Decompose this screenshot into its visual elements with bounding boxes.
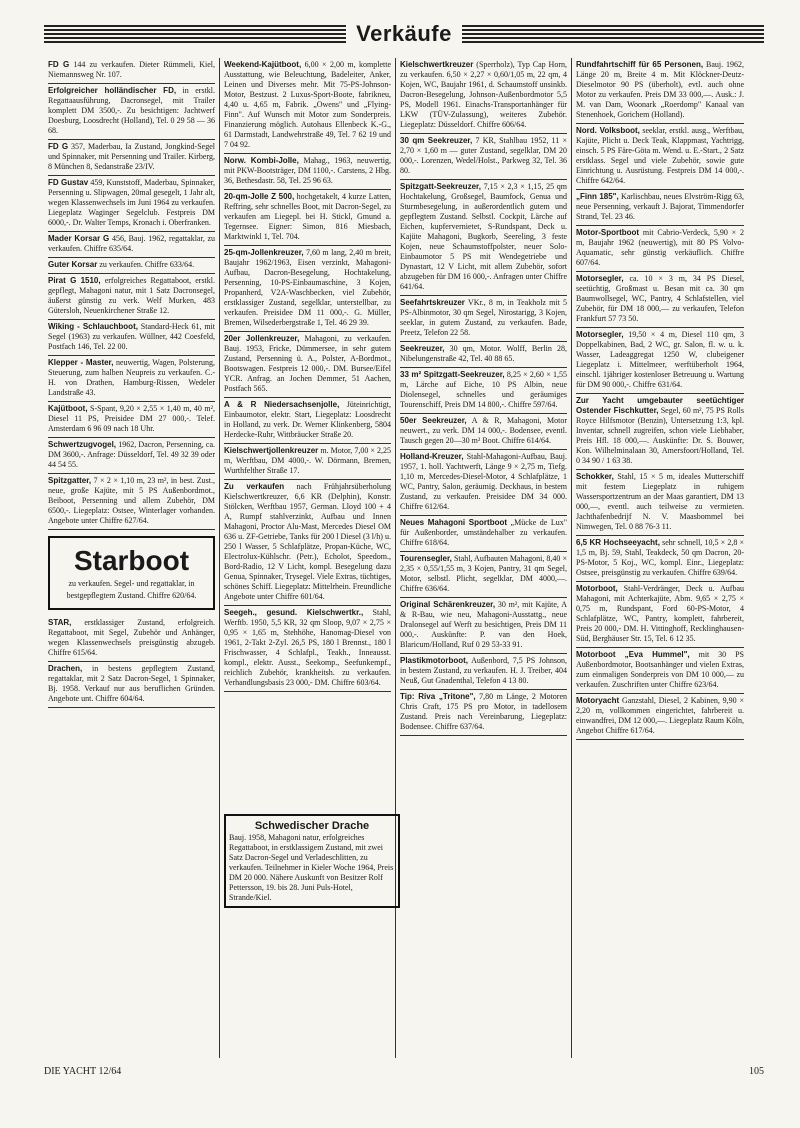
ad-body: sehr schnell, 10,5 × 2,8 × 1,5 m, Bj. 59, Stahl, Teakdeck, 50 qm Dacron, 20-PS-Motor, 5 Koj., WC, kompl. Einr., Liegeplatz: Ostsee, preisgünstig zu verkaufen. Chiffre 639/64. [576,538,745,577]
classified-ad [48,258,215,274]
classified-ad [224,606,391,692]
magazine-issue: DIE YACHT 12/64 [44,1066,122,1077]
ad-headline: Zu verkaufen [224,482,285,491]
ad-headline: „Finn 185", [576,192,619,201]
ad-headline: Guter Korsar [48,260,98,269]
boxed-ad-title: Schwedischer Drache [254,820,370,832]
classified-ad [576,394,744,470]
boxed-ad-heading: Starboot [73,545,190,576]
ad-body: Karlischbau, neues Elvström-Rigg 63, neue Persenning, verkauft J. Bajorat, Timmendorfer Strand, Tel. 23 46. [576,192,745,221]
ad-headline: Schwertzugvogel, [48,440,117,449]
column-3 [396,58,572,1058]
classified-ad [224,190,391,246]
ad-headline: Schokker, [576,472,614,481]
ad-headline: Zur Yacht umgebauter seetüchtiger Ostender Fischkutter, [576,396,744,415]
classified-ad [576,470,744,536]
ad-body: 7,60 m lang, 2,40 m breit, Baujahr 1962/1963, Eisen verzinkt, Mahagoni-Aufbau, Dacron-Besegelung, Hochtakelung, Persenning, 10-PS-Einbaumaschine, 3 Kojen, Propanherd, V2A-Waschbecken, viel Zubehör, erstklassiger Zustand, segelklar, unterstellbar, zu verkaufen. Preisidee DM 11 000,-. G. Müller, Bremen, Wilsederbergstraße 1, Tel. 46 29 39. [224,248,391,327]
classified-ad [400,654,567,690]
ad-headline: Seegeh., gesund. Kielschwertkr., [224,608,364,617]
classified-ad [48,320,215,356]
ad-headline: Holland-Kreuzer, [400,452,464,461]
ad-headline: 25-qm-Jollenkreuzer, [224,248,304,257]
classified-ad [48,438,215,474]
ad-headline: Norw. Kombi-Jolle, [224,156,299,165]
classified-ad [576,648,744,694]
ad-headline: 20-qm-Jolle Z 500, [224,192,295,201]
classified-ad [576,58,744,124]
classified-ad [400,58,567,134]
boxed-ad-text: Bauj. 1958, Mahagoni natur, erfolgreiches Regattaboot, in erstklassigem Zustand, mit zwei Satz Dacron-Segel und Verladeschlitten, zu verkaufen. Teilnehmer in Kieler Woche 1964, Preis DM 20 000. Nähere Auskunft von Besitzer Rolf Pettersson, 19. bis 28. Juni Puls-Hotel, Strande/Kiel. [229,833,394,902]
classified-ad [400,296,567,342]
ad-body: Stahl, Aufbauten Mahagoni, 8,40 × 2,35 × 0,55/1,55 m, 3 Kojen, Pantry, 31 qm Segel, Motor, selbstl. Plicht, segelklar, DM 4000,—. Chiffre 636/64. [400,554,568,593]
ad-headline: 20er Jollenkreuzer, [224,334,300,343]
classified-ad [400,552,567,598]
ad-body: m. Motor, 7,00 × 2,25 m, Werftbau, DM 4000,-. W. Dörmann, Bremen, Wurthfelther Straße 17. [224,446,391,475]
ad-headline: Motorboot „Eva Hummel", [576,650,690,659]
ad-body: VKr., 8 m, in Teakholz mit 5 PS-Albinmotor, 30 qm Segel, Nirostarigg, 3 Kojen, seeklar, in gutem Zustand, zu verkaufen. Bade, Preetz, Telefon 22 58. [400,298,568,337]
ad-body: Jüteinrichtigt, Einbaumotor, elektr. Start, Liegeplatz: Loosdrecht in Holland, zu verk. Dr. Werner Klinkenberg, 5804 Herdecke-Ruhr, Wittbräucker Straße 20. [224,400,391,439]
classified-ad [48,232,215,258]
ad-headline: Motoryacht [576,696,620,705]
classified-ad [576,536,744,582]
header-rule-right [462,25,764,43]
ad-body: Stahl, Werftb. 1950, 5,5 KR, 32 qm Sloop, 9,07 × 2,75 × 0,95 × 1,65 m, Stehhöhe, Hanomag-Diesel von 1961, 2-Takt 2-Zyl. 26,5 PS, 180 l Brennst., 180 l Frischwasser, 4 Schlafpl., Teakh., Inneausst. kompl., elektr. Ausst., Seekomp., Seefunkempf., reichlich Zubehör, krankheitsh. zu verkaufen. Verhandlungsbasis 23 000,- DM. Chiffre 603/64. [224,608,391,687]
classified-ad [224,332,391,398]
column-1 [44,58,220,1058]
page-footer [44,1066,764,1082]
section-header [44,18,764,50]
ad-body: 19,50 × 4 m, Diesel 110 qm, 3 Doppelkabinen, Bad, 2 WC, gr. Salon, fl. w. u. k. Wasser, Ladeaggregat 1250 W, clubeigener Liegeplatz i. Mittelmeer, werftüberholt 1964, einschl. 1jähriger kostenloser Betreuung u. Wartung für DM 90 000,-. Chiffre 631/64. [576,330,744,389]
ad-body: „Mücke de Lux" für Außenborder, umständehalber zu verkaufen. Chiffre 618/64. [400,518,568,547]
boxed-ad [48,536,215,610]
ad-headline: Klepper - Master, [48,358,114,367]
classified-ad [48,402,215,438]
ad-body: Stahl-Mahagoni-Aufbau, Bauj. 1957, 1. holl. Yachtwerft, Länge 9 × 2,75 m, Tiefg. 1,10 m, Mercedes-Diesel-Motor, 4 Schlafplätze, 1 WC, Pantry, Salon, geräumig. Deckhaus, in bestem Zustand, zu verkaufen. Preisidee DM 34 000. Chiffre 612/64. [400,452,568,511]
ad-headline: Wiking - Schlauchboot, [48,322,138,331]
ad-body: seeklar, erstkl. ausg., Werftbau, Kajüte, Plicht u. Deck Teak, Klappmast, Yachtrigg, einsch. 5 PS Färe-Göta m. Wend. u. E.-Start., 2 Satz erstklass. Segel und viele Zubehör, sowie gute Einrichtung u. Ausrüstung. Festpreis DM 14 000,-. Chiffre 642/64. [576,126,745,185]
ad-body: 459, Kunststoff, Maderbau, Spinnaker, Persenning u. Slipwagen, 20mal gesegelt, 1 Jahr alt, wegen Klassenwechsels im Juni 1964 zu verkaufen. Liegeplatz Waginger Segelclub. Festpreis DM 6000,-. Dr. Walter Temps, Kronach i. Oberfranken. [48,178,216,227]
ad-headline: Motorsegler, [576,330,624,339]
ad-body: nach Frühjahrsüberholung Kielschwertkreuzer, 6,6 KR (Delphin), Konstr. Stölcken, Werftbau 1957, German. Lloyd 100 + 4 A, Rumpf stahlverzinkt, Aufbau und Innen Mahagoni, Proctor Alu-Mast, Mercedes Diesel OM 636 u. ZF-Getriebe, Tanks für 200 l Diesel (3 l/h) u. 250 l Wasser, 5 Schlafplätze, Propan-Küche, WC, Electrolux-Kühlschr. (Petr.), Echolot, Speedom., Bord-Radio, 12 V Licht, kompl. Besegelung dazu Genua, Spinnaker, Trysegel. Viele Extras, tüchtiges, schönes Schiff. Liegeplatz: Mittelrhein. Freundliche Angebote unter Chiffre 601/64. [224,482,392,601]
classified-ad [576,694,744,740]
ad-body: Mahag., 1963, neuwertig, mit PKW-Bootsträger, DM 1100,-. Carstens, 2 Hbg. 36, Bethesdastr. 58, Tel. 25 96 63. [224,156,392,185]
ad-headline: Mader Korsar G [48,234,110,243]
ad-headline: 30 qm Seekreuzer, [400,136,473,145]
classified-ad [400,414,567,450]
ad-body: Mahagoni, zu verkaufen. Bauj. 1953, Fricke, Dümmersee, in sehr gutem Zustand, Persenning ü. A., Polster, A-Bordmot., Bootswagen. Festpreis 12 000,-. DM. Bursee/Eifel YCR. Anfrag. an Jochen Demmer, 51 Aachen, Postfach 565. [224,334,392,393]
ad-headline: 6,5 KR Hochseeyacht, [576,538,660,547]
classified-ad [400,180,567,296]
ad-body: erfolgreiches Regattaboot, erstkl. gepflegt, Mahagoni natur, mit 1 Satz Dacronsegel, äußerst günstig zu verk. Welf Murken, 483 Gütersloh, Neuenkirchener Straße 12. [48,276,216,315]
classified-ad [224,480,391,606]
section-title: Verkäufe [356,21,452,46]
ad-body: in bestens gepflegtem Zustand, regattaklar, mit 2 Satz Dacron-Segel, 1 Spinnaker, Bj. 1958. Verkauf nur aus beruflichen Gründen. Angebote unt. Chiffre 604/64. [48,664,216,703]
ad-body: mit Cabrio-Verdeck, 5,90 × 2 m, Baujahr 1962 (neuwertig), mit 80 PS Volvo-Aquamatic, sehr günstig verkäuflich. Chiffre 607/64. [576,228,745,267]
ad-body: 144 zu verkaufen. Dieter Rümmeli, Kiel, Niemannsweg Nr. 107. [48,60,216,79]
ad-headline: Seekreuzer, [400,344,445,353]
ad-body: 7,80 m Länge, 2 Motoren Chris Craft, 175 PS pro Motor, in tadellosem Zustand. Preis nach Vereinbarung, Liegeplatz: Bodensee. Chiffre 637/64. [400,692,568,731]
classified-ad [224,154,391,190]
ad-headline: FD Gustav [48,178,89,187]
classified-ad [576,190,744,226]
ad-headline: Pirat G 1510, [48,276,101,285]
ad-headline: Motorsegler, [576,274,624,283]
ad-headline: Tourensegler, [400,554,452,563]
ad-body: 6,00 × 2,00 m, komplette Ausstattung, wie Beleuchtung, Badeleiter, Anker, Leinen und Diverses mehr. Mit 75-PS-Johnson-Motor, Bestzust. 2 Luxus-Sport-Boote, fabrikneu, 4,40 u. 4,65 m, Fabrik. „Owens" und „Flying-Finn". Auf Wunsch mit Motor zum Sonderpreis. Finanzierung möglich. Autohaus Ellenbeck K.-G., 61 Darmstadt, Landwehrstraße 49, Tel. 7 62 19 und 7 04 92. [224,60,391,149]
ad-headline: FD G [48,60,70,69]
classified-ad [576,582,744,648]
classified-ad [48,474,215,530]
classified-ad [48,140,215,176]
ad-body: mit 30 PS Außenbordmotor, Bootsanhänger und vielen Extras, zum einmaligen Sonderpreis von DM 10 000,— zu verkaufen. Zuschriften unter Chiffre 623/64. [576,650,745,689]
ad-headline: Motorboot, [576,584,618,593]
ad-headline: Rundfahrtschiff für 65 Personen, [576,60,704,69]
classified-ad [48,176,215,232]
classified-ad [48,274,215,320]
classified-ad [576,272,744,328]
classified-ad [400,368,567,414]
classified-ad [400,690,567,736]
classified-ad [48,662,215,708]
classified-ad [400,342,567,368]
boxed-ad-text: zu verkaufen. Segel- und regattaklar, in bestgepflegtem Zustand. Chiffre 620/64. [66,579,197,600]
ad-headline: 33 m² Spitzgatt-Seekreuzer, [400,370,505,379]
classified-ad [48,84,215,140]
ad-body: neuwertig, Wagen, Polsterung, Steuerung, zum halben Neupreis zu verkaufen. C.-H. von Drathen, Hamburg-Rissen, Wedeler Landstraße 43. [48,358,216,397]
classified-ad [576,226,744,272]
ad-headline: Kielschwertjollenkreuzer [224,446,319,455]
ad-headline: Original Schärenkreuzer, [400,600,496,609]
ad-headline: FD G [48,142,69,151]
ad-headline: Drachen, [48,664,83,673]
ad-body: in erstkl. Regattaausführung, Dacronsegel, mit Trailer komplett DM 3500,-. Zu besichtigen: Jachtwerf Doesburg, Loosdrecht (Holland), Tel. 0 29 58 — 36 68. [48,86,216,135]
page-number: 105 [749,1066,764,1077]
ad-headline: Nord. Volksboot, [576,126,640,135]
ad-body: Segel, 60 m², 75 PS Rolls Royce Hilfsmotor (Benzin), Untersetzung 1:3, kpl. Inventar, schnell zugreifen, schon viele Liebhaber, Preis Hfl. 18 000,—. Auskünfte: Dr. S. Bouwer, Kon. Wilhelminalaan 30, Amersfoort/Holland, Tel. 0 34 90 / 1 63 38. [576,406,745,465]
ad-headline: Spitzgatter, [48,476,92,485]
ad-body: 357, Maderbau, Ia Zustand, Jongkind-Segel und Spinnaker, mit Persenning und Trailer. Kirberg, 8 München 8, Sedanstraße 23/IV. [48,142,215,171]
ad-body: 1962, Dacron, Persenning, ca. DM 3600,-. Anfrage: Düsseldorf, Tel. 49 32 39 oder 44 54 55. [48,440,215,469]
ad-headline: Seefahrtskreuzer [400,298,465,307]
ad-body: 30 m², mit Kajüte, A & R-Bau, wie neu, Mahagoni-Ausstattg., neue Dralonsegel auf Werft zu besichtigen, Preis DM 11 000,-. Auskünfte: P. van den Hoek, Blaricum/Holland, Ruf 0 29 53-33 91. [400,600,567,649]
ad-body: Bauj. 1962, Länge 20 m, Breite 4 m. Mit Klöckner-Deutz-Dieselmotor 90 PS (überholt), evtl. auch ohne Motor zu verkaufen. Preis DM 33 000,—. Ausk.: J. M. van Dam, Woonark „Roerdomp" Kanaal van Stenenhoek, Gorichem (Holland). [576,60,745,119]
ad-body: Ganzstahl, Diesel, 2 Kabinen, 9,90 × 2,20 m, vollkommen eingerichtet, fahrbereit u. einwandfrei, DM 12 000,—. Liegeplatz Raum Köln, Angebot Chiffre 617/64. [576,696,744,735]
ad-headline: Spitzgatt-Seekreuzer, [400,182,481,191]
ad-body: S-Spant, 9,20 × 2,55 × 1,40 m, 40 m², Diesel 11 PS, Preisidee DM 27 000,-. Telef. Amsterdam 6 96 09 nach 18 Uhr. [48,404,216,433]
classified-columns [44,58,764,1058]
ad-body: A & R, Mahagoni, Motor neuwert., zu verk. DM 14 000,-. Bodensee, eventl. Tausch gegen 20—30 m² Boot. Chiffre 614/64. [400,416,567,445]
ad-headline: A & R Niedersachsenjolle, [224,400,340,409]
ad-body: Standard-Heck 61, mit Segel (1963) zu verkaufen. Wüllner, 442 Coesfeld, Postfach 146, Tel. 22 00. [48,322,216,351]
classified-ad [576,124,744,190]
ad-body: hochgetakelt, 4 kurze Latten, Reffring, sehr schnelles Boot, mit Dacron-Segel, zu verkaufen am Liegepl. bei H. Stickl, Gmund a. Tegernsee. Eigner: Simon, 816 Miesbach, Marktwinkl 1, Tel. 704. [224,192,392,241]
column-4 [572,58,748,1058]
ad-body: erstklassiger Zustand, erfolgreich. Regattaboot, mit Segel, Zubehör und Anhänger, wegen Klassenwechsels preisgünstig abzugeb. Chiffre 615/64. [48,618,216,657]
ad-headline: 50er Seekreuzer, [400,416,467,425]
ad-body: 8,25 × 2,60 × 1,55 m, Lärche auf Eiche, 10 PS Albin, neue Diolensegel, schnelles und geräumiges Tourenschiff, Preis DM 14 800,-. Chiffre 597/64. [400,370,567,409]
classified-ad [224,246,391,332]
ad-body: Stahl, 15 × 5 m, ideales Mutterschiff mit festem Liegeplatz in ruhigem Wassersportzentrum an der Maas garantiert, DM 13 000,—, eventl. auch teilweise zu vermieten. Jachthafenbedrijf N. V. Maasbommel bei Nimwegen, Tel. 0 88 76-3 11. [576,472,745,531]
classified-ad [48,356,215,402]
ad-headline: Motor-Sportboot [576,228,640,237]
classified-ad [576,328,744,394]
classified-ad [224,58,391,154]
ad-body: (Sperrholz), Typ Cap Horn, zu verkaufen. 6,50 × 2,27 × 0,60/1,05 m, 22 qm, 4 Kojen, WC, Baujahr 1961, d. Schaumstoff unsinkb. Dacron-Besegelung, Johnson-Außenbordmotor 5,5 PS, Modell 1961. Einachs-Transportanhänger für LKW (TÜV-Zulassung), weiteres Zubehör. Liegeplatz: Düsseldorf. Chiffre 606/64. [400,60,567,129]
classified-ad [400,516,567,552]
ad-headline: Erfolgreicher holländischer FD, [48,86,177,95]
ad-body: 7 KR, Stahlbau 1952, 11 × 2,70 × 1,60 m — guter Zustand, segelklar, DM 20 000,-. Lorenzen, Wedel/Holst., Parkweg 32, Tel. 36 80. [400,136,567,175]
ad-body: zu verkaufen. Chiffre 633/64. [99,260,195,269]
classified-ad [224,398,391,444]
ad-headline: STAR, [48,618,72,627]
ad-headline: Plastikmotorboot, [400,656,469,665]
boxed-ad-schwedischer-drache [224,814,400,908]
ad-body: Stahl-Verdränger, Deck u. Aufbau Mahagoni, mit Achterkajüte, Abm. 9,65 × 2,75 × 0,75 m, Rundspant, Ford 60-PS-Motor, 4 Schlafplätze, WC, Pantry, komplett, fahrbereit, Preis 20 000,- DM. H. Vittinghoff, Recklinghausen-Süd, Berghäuser Str. 15, Tel. 6 12 35. [576,584,744,643]
ad-body: 30 qm, Motor. Wolff, Berlin 28, Nibelungenstraße 42, Tel. 40 88 65. [400,344,567,363]
magazine-page [44,18,764,1098]
ad-headline: Weekend-Kajütboot, [224,60,302,69]
classified-ad [400,598,567,654]
header-rule-left [44,25,346,43]
ad-headline: Tip: Riva „Tritone", [400,692,476,701]
ad-headline: Neues Mahagoni Sportboot [400,518,508,527]
ad-body: 7,15 × 2,3 × 1,15, 25 qm Hochtakelung, Großsegel, Baumfock, Genua und Sturmbesegelung, in außerordentlich gutem und gepflegtem Zustand. Selbstl. Cockpit, Lärche auf Eichen, kupfervernietet, S-Rundspant, Deck u. Kajüte Mahagoni, Bugkorb, Seereling, 3 feste Kojen, neue Schaumstoffpolster, neuer Solo-Einbaumotor 5 PS mit Wendegetriebe und Dynastart, 12 V Licht, mit allem Zubehör, sofort abzugeben für DM 16 000,-. Anfragen unter Chiffre 641/64. [400,182,568,291]
ad-body: Außenbord, 7,5 PS Johnson, in bestem Zustand, zu verkaufen. H. J. Treiber, 404 Neuß, Gut Gnadenthal, Telefon 4 13 80. [400,656,567,685]
ad-headline: Kajütboot, [48,404,88,413]
ad-body: 7 × 2 × 1,10 m, 23 m², in best. Zust., neue, große Kajüte, mit 5 PS Außenbordmot., Beiboot, Persenning und allem Zubehör, DM 6500,-. Liegeplatz: Ostsee, Winterlager vorhanden. Angebote unter Chiffre 627/64. [48,476,216,525]
classified-ad [48,616,215,662]
classified-ad [400,134,567,180]
ad-body: 456, Bauj. 1962, regattaklar, zu verkaufen. Chiffre 635/64. [48,234,216,253]
ad-headline: Kielschwertkreuzer [400,60,474,69]
column-2 [220,58,396,1058]
classified-ad [48,58,215,84]
ad-body: ca. 10 × 3 m, 34 PS Diesel, seetüchtig, Großmast u. Besan mit ca. 30 qm Baumwollsegel, WC, Pantry, 4 Schlafstellen, viel Zubehör, für DM 18 000,— zu verkaufen, Telefon Frankfurt 57 73 50. [576,274,744,323]
classified-ad [400,450,567,516]
classified-ad [224,444,391,480]
